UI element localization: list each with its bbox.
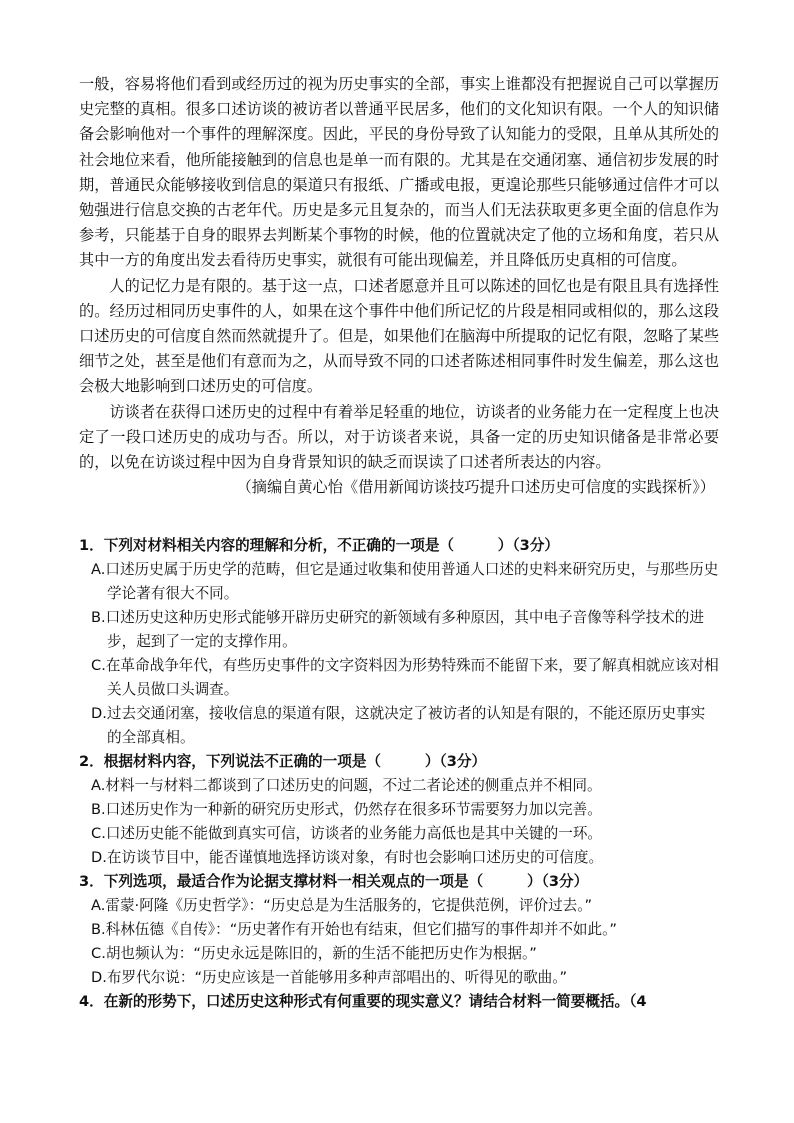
- option-a: A.雷蒙·阿隆《历史哲学》：“历史总是为生活服务的，它提供范例，评价过去。”: [91, 897, 593, 914]
- option-c: C.口述历史能不能做到真实可信，访谈者的业务能力高低也是其中关键的一环。: [91, 825, 603, 842]
- question-stem: 4．在新的形势下，口述历史这种形式有何重要的现实意义？请结合材料一简要概括。（4: [79, 993, 647, 1010]
- question-2: [79, 750, 719, 870]
- option-a: A.口述历史属于历史学的范畴，但它是通过收集和使用普通人口述的史料来研究历史，与那些历史学论著有很大不同。: [91, 561, 719, 602]
- option-c: C.胡也频认为：“历史永远是陈旧的，新的生活不能把历史作为根据。”: [91, 945, 537, 962]
- question-list: [79, 534, 719, 1014]
- question-3: [79, 870, 719, 990]
- option-c: C.在革命战争年代，有些历史事件的文字资料因为形势特殊而不能留下来，要了解真相就应该对相关人员做口头调查。: [91, 657, 719, 698]
- option-b: B.口述历史这种历史形式能够开辟历史研究的新领域有多种原因，其中电子音像等科学技术的进步，起到了一定的支撑作用。: [91, 609, 704, 650]
- question-1: [79, 534, 719, 750]
- question-stem: 2．根据材料内容，下列说法不正确的一项是（ ）（3分）: [79, 753, 487, 770]
- option-a: A.材料一与材料二都谈到了口述历史的问题，不过二者论述的侧重点并不相同。: [91, 777, 602, 794]
- option-d: D.过去交通闭塞，接收信息的渠道有限，这就决定了被访者的认知是有限的，不能还原历史事实的全部真相。: [91, 705, 706, 746]
- option-b: B.科林伍德《自传》：“历史著作有开始也有结束，但它们描写的事件却并不如此。”: [91, 921, 617, 938]
- question-stem: 3．下列选项，最适合作为论据支撑材料一相关观点的一项是（ ）（3分）: [79, 873, 589, 890]
- passage-source: （摘编自黄心怡《借用新闻访谈技巧提升口述历史可信度的实践探析》）: [236, 478, 715, 497]
- question-stem: 1．下列对材料相关内容的理解和分析，不正确的一项是（ ）（3分）: [79, 537, 560, 554]
- passage-paragraph-3: 访谈者在获得口述历史的过程中有着举足轻重的地位，访谈者的业务能力在一定程度上也决定了一段口述历史的成功与否。所以，对于访谈者来说，具备一定的历史知识储备是非常必要的，以免在访谈过程中因为自身背景知识的缺乏而误读了口述者所表达的内容。: [79, 402, 719, 472]
- option-b: B.口述历史作为一种新的研究历史形式，仍然存在很多环节需要努力加以完善。: [91, 801, 602, 818]
- passage-paragraph-2: 人的记忆力是有限的。基于这一点，口述者愿意并且可以陈述的回忆也是有限且具有选择性的。经历过相同历史事件的人，如果在这个事件中他们所记忆的片段是相同或相似的，那么这段口述历史的可信度自然而然就提升了。但是，如果他们在脑海中所提取的记忆有限，忽略了某些细节之处，甚至是他们有意而为之，从而导致不同的口述者陈述相同事件时发生偏差，那么这也会极大地影响到口述历史的可信度。: [79, 276, 719, 396]
- option-d: D.在访谈节目中，能否谨慎地选择访谈对象，有时也会影响口述历史的可信度。: [91, 849, 604, 866]
- passage-paragraph-1: 一般，容易将他们看到或经历过的视为历史事实的全部，事实上谁都没有把握说自己可以掌握历史完整的真相。很多口述访谈的被访者以普通平民居多，他们的文化知识有限。一个人的知识储备会影响他对一个事件的理解深度。因此，平民的身份导致了认知能力的受限，且单从其所处的社会地位来看，他所能接触到的信息也是单一而有限的。尤其是在交通闭塞、通信初步发展的时期，普通民众能够接收到信息的渠道只有报纸、广播或电报，更遑论那些只能够通过信件才可以勉强进行信息交换的古老年代。历史是多元且复杂的，而当人们无法获取更多更全面的信息作为参考，只能基于自身的眼界去判断某个事物的时候，他的位置就决定了他的立场和角度，若只从其中一方的角度出发去看待历史事实，就很有可能出现偏差，并且降低历史真相的可信度。: [79, 75, 719, 270]
- reading-passage: [79, 72, 719, 500]
- option-d: D.布罗代尔说：“历史应该是一首能够用多种声部唱出的、听得见的歌曲。”: [91, 969, 568, 986]
- question-4: [79, 990, 719, 1014]
